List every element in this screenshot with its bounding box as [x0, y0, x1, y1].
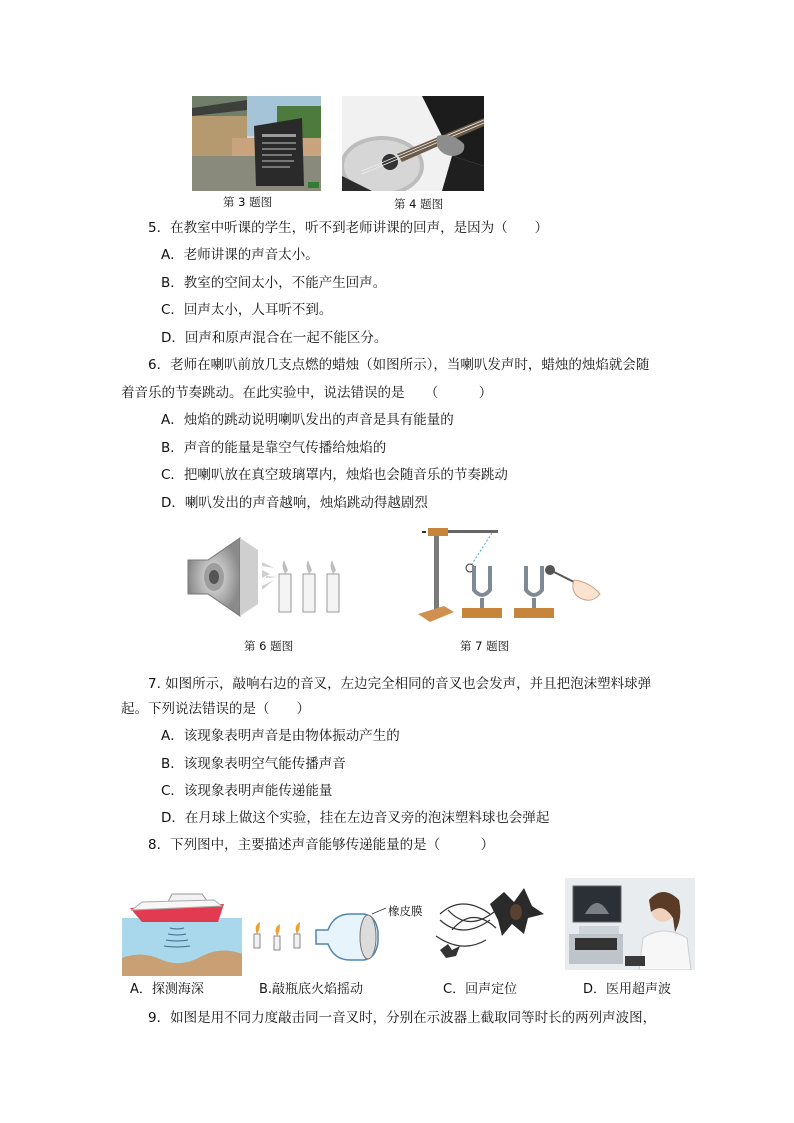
q5-option-a: A．老师讲课的声音太小。: [161, 247, 319, 263]
q7-stem-line1: 7. 如图所示，敲响右边的音叉，左边完全相同的音叉也会发声，并且把泡沫塑料球弹: [148, 676, 652, 692]
photo-guitar: [342, 96, 484, 191]
photo-medical-ultrasound: [565, 878, 695, 970]
figure-bat-echolocation: [432, 884, 548, 976]
q5-option-d: D．回声和原声混合在一起不能区分。: [161, 330, 388, 346]
figure-speaker-candles: [178, 530, 358, 622]
photo-echo-wall: [192, 96, 321, 191]
q8-option-b: B.敲瓶底火焰摇动: [259, 982, 364, 997]
q8-option-c: C．回声定位: [443, 982, 518, 997]
caption-fig4: 第 4 题图: [394, 197, 444, 211]
q6-option-d: D．喇叭发出的声音越响，烛焰跳动得越剧烈: [161, 495, 428, 511]
q6-option-a: A．烛焰的跳动说明喇叭发出的声音是具有能量的: [161, 412, 454, 428]
q9-stem: 9．如图是用不同力度敲击同一音叉时，分别在示波器上截取同等时长的两列声波图，: [148, 1010, 657, 1026]
caption-fig7: 第 7 题图: [460, 639, 510, 653]
caption-fig6: 第 6 题图: [244, 639, 294, 653]
q8-membrane-label: 橡皮膜: [388, 904, 423, 918]
q5-option-c: C．回声太小，人耳听不到。: [161, 302, 333, 318]
q8-stem: 8．下列图中，主要描述声音能够传递能量的是（ ）: [148, 837, 495, 853]
q6-option-b: B．声音的能量是靠空气传播给烛焰的: [161, 440, 387, 456]
q6-stem-line2: 着音乐的节奏跳动。在此实验中，说法错误的是 （ ）: [121, 385, 493, 401]
q5-option-b: B．教室的空间太小，不能产生回声。: [161, 275, 387, 291]
q7-stem-line2: 起。下列说法错误的是（ ）: [121, 701, 310, 717]
figure-tuning-forks: [414, 522, 602, 627]
q7-option-c: C．该现象表明声能传递能量: [161, 783, 333, 799]
figure-ship-sonar: [122, 888, 242, 976]
q7-option-d: D．在月球上做这个实验，挂在左边音叉旁的泡沫塑料球也会弹起: [161, 810, 550, 826]
caption-fig3: 第 3 题图: [223, 195, 273, 209]
q6-stem-line1: 6．老师在喇叭前放几支点燃的蜡烛（如图所示），当喇叭发声时，蜡烛的烛焰就会随: [148, 357, 650, 373]
q7-option-b: B．该现象表明空气能传播声音: [161, 756, 346, 772]
q8-option-a: A．探测海深: [130, 982, 204, 997]
q8-option-d: D．医用超声波: [583, 982, 672, 997]
q5-stem: 5．在教室中听课的学生，听不到老师讲课的回声，是因为（ ）: [148, 220, 549, 236]
q6-option-c: C．把喇叭放在真空玻璃罩内，烛焰也会随音乐的节奏跳动: [161, 467, 508, 483]
q7-option-a: A．该现象表明声音是由物体振动产生的: [161, 728, 400, 744]
